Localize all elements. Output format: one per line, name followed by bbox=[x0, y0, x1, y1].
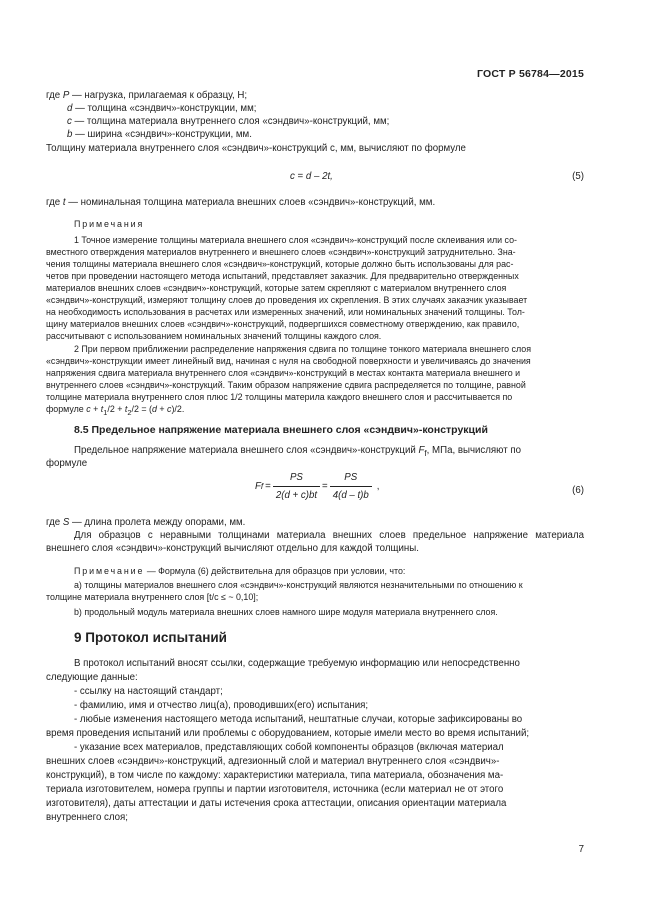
definition-t: где t — номинальная толщина материала внешних слоев «сэндвич»-конструкций, мм. bbox=[46, 197, 436, 208]
definition-text: — толщина материала внутреннего слоя «сэндвич»-конструкций, мм; bbox=[74, 116, 390, 127]
note-1-line: чения толщины материала внешнего слоя «сэндвич»-конструкций, которые должно быть использованы для рас- bbox=[46, 259, 514, 269]
note-2-line: внутреннего слоев «сэндвич»-конструкций. Таким образом напряжение сдвига распределяется по толщине, равной bbox=[46, 380, 526, 390]
protocol-line: В протокол испытаний вносят ссылки, содержащие требуемую информацию или непосредственно bbox=[74, 658, 520, 669]
note-2-line: напряжения сдвига материала внутреннего слоя «сэндвич»-конструкций в местах контакта материала внешнего и bbox=[46, 368, 521, 378]
page-number: 7 bbox=[578, 844, 584, 855]
note-1-line: вместного отверждения материалов внутреннего и внешнего слоев «сэндвич»-конструкций затруднительно. Зна- bbox=[46, 247, 516, 257]
note-1-line: 1 Точное измерение толщины материала внешнего слоя «сэндвич»-конструкций после склеивания или со- bbox=[74, 235, 517, 245]
symbol-t: t bbox=[62, 197, 66, 208]
protocol-line: следующие данные: bbox=[46, 672, 138, 683]
protocol-line: время проведения испытаний или проблемы с оборудованием, которые имели место во время испытаний; bbox=[46, 728, 530, 739]
formula-5-number: (5) bbox=[572, 171, 584, 182]
formula-5: c = d – 2t, bbox=[290, 171, 333, 182]
fraction-2: $\frac{PS}{4(d - t)b}$ bbox=[330, 471, 372, 502]
section-heading-8-5: 8.5 Предельное напряжение материала внешнего слоя «сэндвич»-конструкций bbox=[74, 424, 488, 436]
where-label: где bbox=[46, 90, 61, 101]
paragraph-thickness: Толщину материала внутреннего слоя «сэндвич»-конструкций с, мм, вычисляют по формуле bbox=[46, 143, 466, 154]
definition-P bbox=[46, 89, 247, 102]
symbol-S: S bbox=[62, 517, 70, 528]
formula-6: F f = $\frac{PS}{2(d + c)bt}$ = $\frac{PS}{4(d - t)b}$ , bbox=[255, 472, 380, 501]
definition-d bbox=[67, 102, 256, 115]
protocol-line: внешних слоев «сэндвич»-конструкций, адгезионный слой и материал внутреннего слоя «сэндвич»- bbox=[46, 756, 500, 767]
symbol-P: P bbox=[62, 90, 70, 101]
protocol-item: - любые изменения настоящего метода испытаний, нештатные случаи, которые зафиксированы во bbox=[74, 714, 523, 725]
symbol-d: d bbox=[67, 103, 73, 114]
definition-b bbox=[67, 128, 252, 141]
note-2-line: толщине материала внутреннего слоя плюс 1/2 толщины материла каждого внешнего слоя и рассчитывается по bbox=[46, 392, 513, 402]
formula-6-number: (6) bbox=[572, 485, 584, 496]
note-1-line: на необходимость использования в расчетах или измеренных значений, или номинальных значений толщины. Тол- bbox=[46, 307, 525, 317]
note-1-line: материалов внешних слоев «сэндвич»-конструкций, которые затем скрепляют с материалом внутреннего слоя bbox=[46, 283, 507, 293]
protocol-item: - фамилию, имя и отчество лиц(а), проводивших(его) испытания; bbox=[74, 700, 369, 711]
fraction-1: $\frac{PS}{2(d + c)bt}$ bbox=[273, 471, 320, 502]
paragraph-uneven-thickness: Для образцов с неравными толщинами материала внешних слоев предельное напряжение материала внешнего слоя «сэндвич»-конструкций вычисляют отдельно для каждой толщины. bbox=[46, 530, 584, 554]
protocol-line: внутреннего слоя; bbox=[46, 812, 128, 823]
note-2-formula-line: формуле $c + t_1/2 + t_2/2 = (d + c)/2$. bbox=[46, 404, 185, 417]
symbol-b: b bbox=[67, 129, 73, 140]
protocol-line: изготовителя), даты аттестации и даты истечения срока аттестации, описания ориентации материала bbox=[46, 798, 507, 809]
note-2-line: «сэндвич»-конструкции имеет линейный вид, начиная с нуля на свободной поверхности и увеличиваясь до значения bbox=[46, 356, 531, 366]
notes-heading: Примечания bbox=[74, 219, 145, 229]
paragraph-ultimate-stress: Предельное напряжение материала внешнего слоя «сэндвич»-конструкций $F_f$, МПа, вычисляют по bbox=[74, 445, 521, 458]
protocol-item: - ссылку на настоящий стандарт; bbox=[74, 686, 223, 697]
definition-text: — ширина «сэндвич»-конструкции, мм. bbox=[75, 129, 252, 140]
note-condition-a-cont: толщине материала внутреннего слоя [t/c ≤ ~ 0,10]; bbox=[46, 592, 259, 602]
section-heading-9: 9 Протокол испытаний bbox=[74, 630, 227, 645]
protocol-item: - указание всех материалов, представляющих собой компоненты образцов (включая материал bbox=[74, 742, 504, 753]
note-1-line: «сэндвич»-конструкций, измеряют толщину слоев до проведения их скрепления. В этих случаях заказчик указывает bbox=[46, 295, 528, 305]
standard-number: ГОСТ Р 56784—2015 bbox=[476, 68, 584, 80]
note-condition-b: b) продольный модуль материала внешних слоев намного шире модуля материала внутреннего слоя. bbox=[74, 607, 498, 617]
protocol-line: конструкций), в том числе по каждому: характеристики материала, типа материала, обозначения ма- bbox=[46, 770, 504, 781]
note-formula-6: Примечание — Формула (6) действительна для образцов при условии, что: bbox=[74, 566, 406, 576]
definition-c bbox=[67, 115, 389, 128]
paragraph-ultimate-stress-cont: формуле bbox=[46, 458, 88, 469]
note-2-line: 2 При первом приближении распределение напряжения сдвига по толщине тонкого материала внешнего слоя bbox=[74, 344, 531, 354]
symbol-c: c bbox=[67, 116, 72, 127]
note-1-line: четов при проведении настоящего метода испытаний, представляет заказчик. Для предварительно отвержденных bbox=[46, 271, 519, 281]
note-1-line: рассчитывают с использованием номинальных значений толщины каждого слоя. bbox=[46, 331, 382, 341]
protocol-line: териала изготовителем, номера группы и партии изготовителя, источника (если материал не от этого bbox=[46, 784, 504, 795]
definition-text: — толщина «сэндвич»-конструкции, мм; bbox=[75, 103, 257, 114]
note-1-line: щину материалов внешних слоев «сэндвич»-конструкций, подвергшихся совместному отверждению, как правило, bbox=[46, 319, 520, 329]
definition-text: — нагрузка, прилагаемая к образцу, Н; bbox=[72, 90, 248, 101]
definition-S: где S — длина пролета между опорами, мм. bbox=[46, 517, 246, 528]
note-condition-a: а) толщины материалов внешнего слоя «сэндвич»-конструкций являются незначительными по отношению к bbox=[74, 580, 523, 590]
